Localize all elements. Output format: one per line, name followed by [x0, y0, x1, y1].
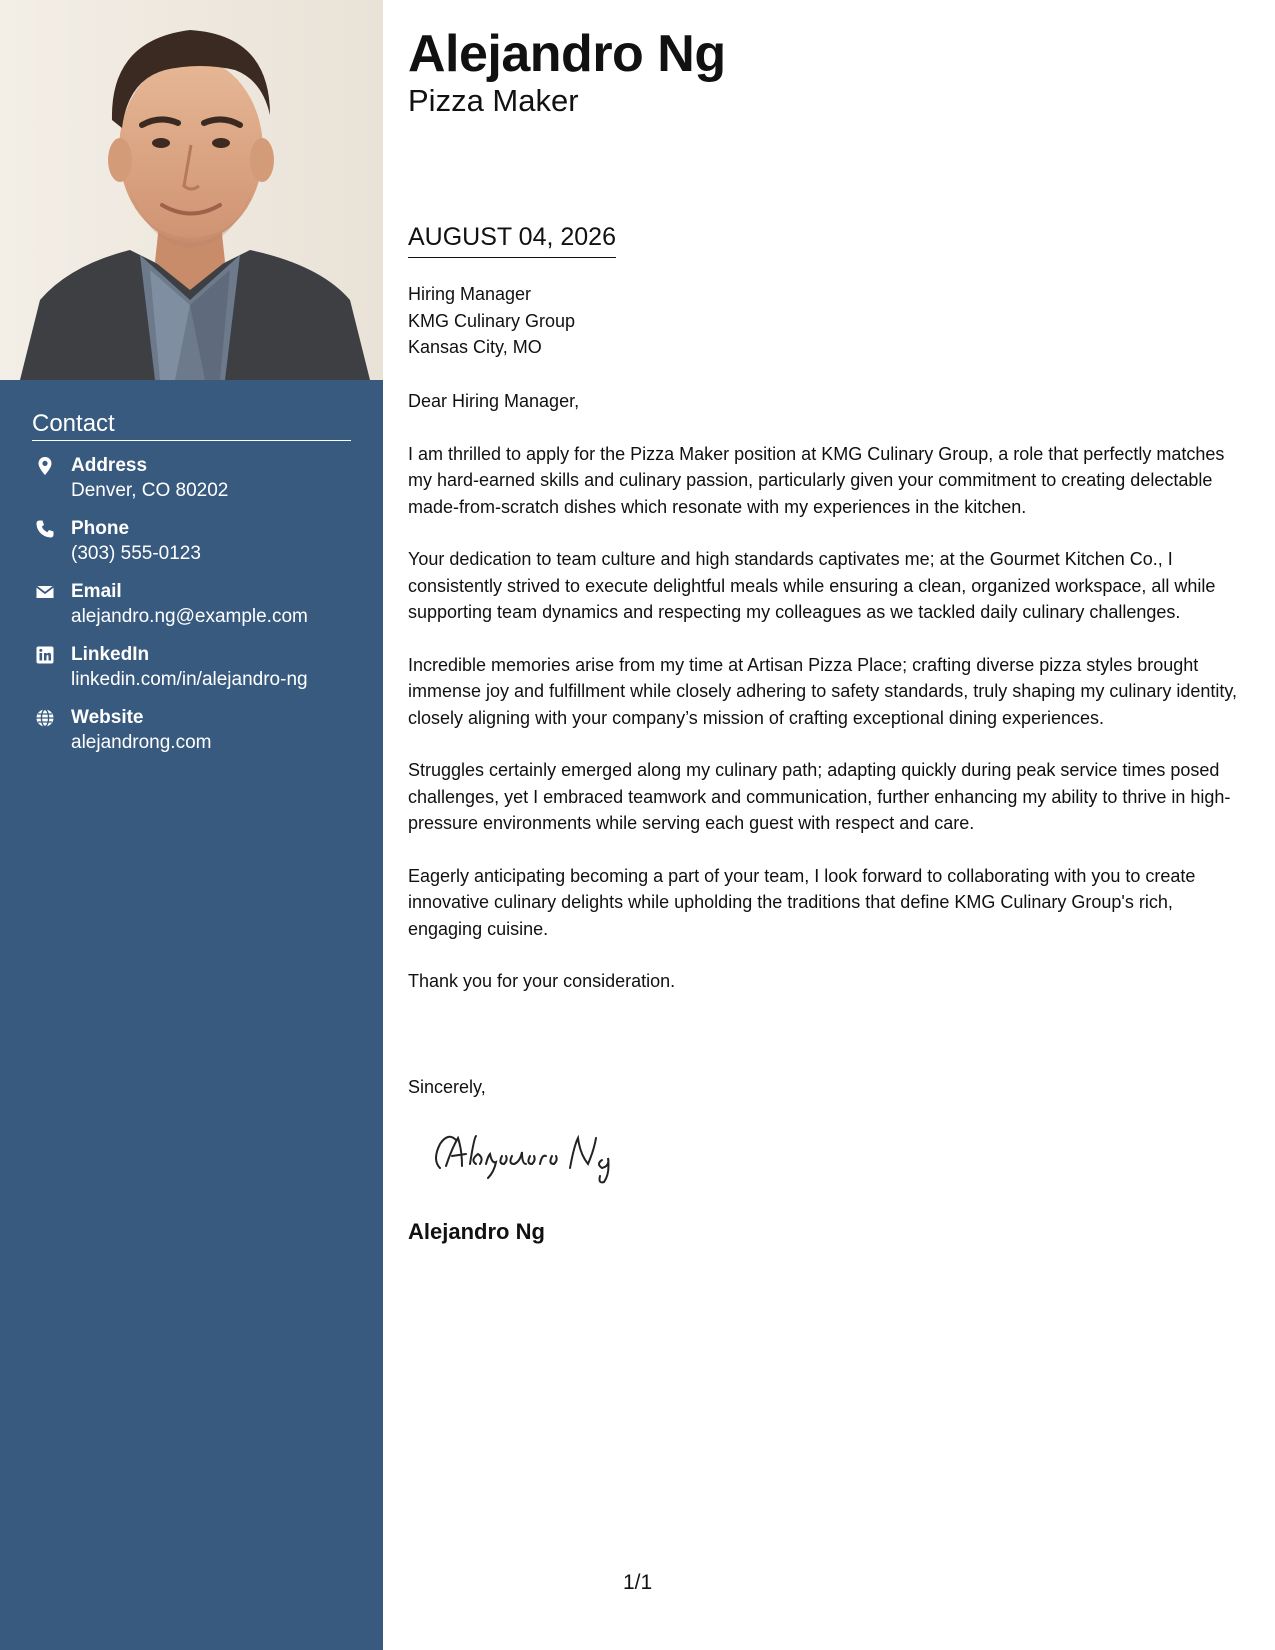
linkedin-icon	[35, 645, 55, 665]
globe-icon	[35, 708, 55, 728]
email-value[interactable]: alejandro.ng@example.com	[71, 606, 308, 627]
address-value: Denver, CO 80202	[71, 480, 229, 501]
contact-email	[32, 579, 351, 642]
job-title: Pizza Maker	[408, 83, 579, 118]
sidebar	[0, 0, 383, 1650]
contact-website	[32, 705, 351, 768]
website-value[interactable]: alejandrong.com	[71, 732, 212, 753]
letter-paragraph: I am thrilled to apply for the Pizza Maker position at KMG Culinary Group, a role that perfectly matches my hard-earned skills and culinary passion, particularly given your commitment to creating delectable made-from-scratch dishes which resonate with my experiences in the kitchen.	[408, 443, 1225, 517]
linkedin-value[interactable]: linkedin.com/in/alejandro-ng	[71, 669, 308, 690]
map-pin-icon	[35, 456, 55, 476]
recipient-line: KMG Culinary Group	[408, 310, 576, 331]
letter-body	[408, 388, 1248, 1021]
contact-label: Email	[71, 581, 122, 602]
page-number: 1/1	[623, 1571, 653, 1594]
signature-image	[418, 1120, 658, 1190]
letter-date: AUGUST 04, 2026	[408, 222, 616, 258]
recipient-block	[408, 281, 575, 361]
contact-label: Website	[71, 707, 144, 728]
contact-label: Phone	[71, 518, 130, 539]
phone-value[interactable]: (303) 555-0123	[71, 543, 201, 564]
contact-phone	[32, 516, 351, 579]
recipient-line: Kansas City, MO	[408, 337, 542, 357]
profile-photo	[0, 0, 383, 380]
contact-linkedin	[32, 642, 351, 705]
salutation: Dear Hiring Manager,	[408, 391, 580, 411]
closing: Sincerely,	[408, 1077, 486, 1097]
contact-section	[32, 410, 351, 768]
recipient-line: Hiring Manager	[408, 284, 532, 304]
envelope-icon	[35, 582, 55, 602]
phone-icon	[35, 519, 55, 539]
applicant-name: Alejandro Ng	[408, 25, 726, 83]
signed-name: Alejandro Ng	[408, 1219, 545, 1244]
letter-paragraph: Your dedication to team culture and high standards captivates me; at the Gourmet Kitchen Co., I consistently strived to execute delightful meals while ensuring a clean, organized workspace, all while supporting team dynamics and respecting my colleagues as we tackled daily culinary challenges.	[408, 549, 1216, 622]
contact-heading: Contact	[32, 410, 351, 441]
contact-label: Address	[71, 455, 148, 476]
contact-address	[32, 453, 351, 516]
thanks-line: Thank you for your consideration.	[408, 971, 676, 991]
contact-label: LinkedIn	[71, 644, 150, 665]
letter-paragraph: Incredible memories arise from my time at Artisan Pizza Place; crafting diverse pizza styles brought immense joy and fulfillment while closely adhering to safety standards, truly shaping my culinary identity, closely aligning with your company’s mission of crafting exceptional dining experiences.	[408, 654, 1238, 728]
letter-paragraph: Eagerly anticipating becoming a part of your team, I look forward to collaborating with you to create innovative culinary delights while upholding the traditions that define KMG Culinary Group's rich, engaging cuisine.	[408, 865, 1196, 939]
letter-paragraph: Struggles certainly emerged along my culinary path; adapting quickly during peak service times posed challenges, yet I embraced teamwork and communication, further enhancing my ability to thrive in high-pressure environments while serving each guest with respect and care.	[408, 760, 1231, 833]
